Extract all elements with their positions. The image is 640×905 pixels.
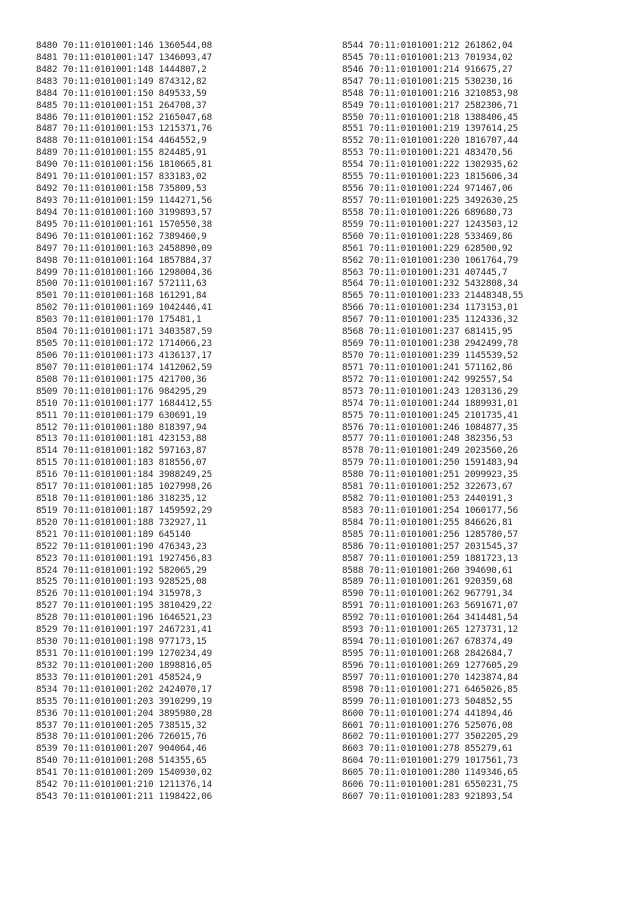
table-row: 8563 70:11:0101001:231 407445,7 — [342, 266, 508, 278]
table-row: 8553 70:11:0101001:221 483470,56 — [342, 147, 513, 159]
table-row: 8504 70:11:0101001:171 3403587,59 — [36, 326, 212, 338]
table-row: 8503 70:11:0101001:170 175481,1 — [36, 314, 202, 326]
table-row: 8544 70:11:0101001:212 261862,04 — [342, 40, 513, 51]
table-row: 8536 70:11:0101001:204 3895980,28 — [36, 707, 212, 719]
table-row: 8547 70:11:0101001:215 530230,16 — [342, 75, 513, 87]
table-row: 8556 70:11:0101001:224 971467,06 — [342, 183, 513, 195]
table-row: 8527 70:11:0101001:195 3810429,22 — [36, 600, 212, 612]
table-row: 8485 70:11:0101001:151 264708,37 — [36, 99, 207, 111]
table-row: 8569 70:11:0101001:238 2942499,78 — [342, 338, 518, 350]
table-row: 8557 70:11:0101001:225 3492630,25 — [342, 194, 518, 206]
table-row: 8530 70:11:0101001:198 977173,15 — [36, 636, 207, 648]
table-row: 8580 70:11:0101001:251 2099923,35 — [342, 469, 518, 481]
table-row: 8524 70:11:0101001:192 582065,29 — [36, 564, 207, 576]
table-row: 8594 70:11:0101001:267 678374,49 — [342, 636, 513, 648]
table-row: 8497 70:11:0101001:163 2458890,09 — [36, 242, 212, 254]
table-row: 8577 70:11:0101001:248 382356,53 — [342, 433, 513, 445]
table-row: 8595 70:11:0101001:268 2842684,7 — [342, 648, 513, 660]
table-row: 8565 70:11:0101001:233 21448348,55 — [342, 290, 524, 302]
table-row: 8515 70:11:0101001:183 818556,07 — [36, 457, 207, 469]
table-row: 8511 70:11:0101001:179 630691,19 — [36, 409, 207, 421]
table-row: 8549 70:11:0101001:217 2582306,71 — [342, 99, 518, 111]
table-row: 8486 70:11:0101001:152 2165047,68 — [36, 111, 212, 123]
table-row: 8567 70:11:0101001:235 1124336,32 — [342, 314, 518, 326]
table-row: 8487 70:11:0101001:153 1215371,76 — [36, 123, 212, 135]
table-row: 8491 70:11:0101001:157 833183,02 — [36, 171, 207, 183]
table-row: 8602 70:11:0101001:277 3502205,29 — [342, 731, 518, 743]
table-row: 8528 70:11:0101001:196 1646521,23 — [36, 612, 212, 624]
table-row: 8575 70:11:0101001:245 2101735,41 — [342, 409, 518, 421]
table-row: 8589 70:11:0101001:261 920359,68 — [342, 576, 513, 588]
table-row: 8604 70:11:0101001:279 1017561,73 — [342, 755, 518, 767]
table-row: 8532 70:11:0101001:200 1898816,05 — [36, 659, 212, 671]
table-row: 8566 70:11:0101001:234 1173153,01 — [342, 302, 518, 314]
table-row: 8562 70:11:0101001:230 1061764,79 — [342, 254, 518, 266]
table-row: 8509 70:11:0101001:176 984295,29 — [36, 385, 207, 397]
table-row: 8533 70:11:0101001:201 458524,9 — [36, 671, 202, 683]
table-row: 8579 70:11:0101001:250 1591483,94 — [342, 457, 518, 469]
table-row: 8505 70:11:0101001:172 1714066,23 — [36, 338, 212, 350]
table-row: 8548 70:11:0101001:216 3210853,98 — [342, 87, 518, 99]
table-row: 8560 70:11:0101001:228 533469,86 — [342, 230, 513, 242]
table-row: 8531 70:11:0101001:199 1270234,49 — [36, 648, 212, 660]
table-row: 8508 70:11:0101001:175 421700,36 — [36, 373, 207, 385]
table-row: 8480 70:11:0101001:146 1360544,08 — [36, 40, 212, 51]
table-row: 8583 70:11:0101001:254 1060177,56 — [342, 504, 518, 516]
table-row: 8526 70:11:0101001:194 315978,3 — [36, 588, 202, 600]
right-column — [342, 40, 523, 803]
table-row: 8586 70:11:0101001:257 2031545,37 — [342, 540, 518, 552]
table-row: 8510 70:11:0101001:177 1684412,55 — [36, 397, 212, 409]
table-row: 8512 70:11:0101001:180 818397,94 — [36, 421, 207, 433]
table-row: 8540 70:11:0101001:208 514355,65 — [36, 755, 207, 767]
table-row: 8483 70:11:0101001:149 874312,82 — [36, 75, 207, 87]
table-row: 8555 70:11:0101001:223 1815606,34 — [342, 171, 518, 183]
table-row: 8529 70:11:0101001:197 2467231,41 — [36, 624, 212, 636]
table-row: 8499 70:11:0101001:166 1298004,36 — [36, 266, 212, 278]
table-row: 8584 70:11:0101001:255 846626,81 — [342, 516, 513, 528]
table-row: 8521 70:11:0101001:189 645140 — [36, 528, 191, 540]
table-row: 8501 70:11:0101001:168 161291,84 — [36, 290, 207, 302]
table-row: 8489 70:11:0101001:155 824485,91 — [36, 147, 207, 159]
table-row: 8537 70:11:0101001:205 738515,32 — [36, 719, 207, 731]
table-row: 8516 70:11:0101001:184 3988249,25 — [36, 469, 212, 481]
table-row: 8585 70:11:0101001:256 1285780,57 — [342, 528, 518, 540]
table-row: 8601 70:11:0101001:276 525076,08 — [342, 719, 513, 731]
table-row: 8520 70:11:0101001:188 732927,11 — [36, 516, 207, 528]
table-row: 8514 70:11:0101001:182 597163,87 — [36, 445, 207, 457]
table-row: 8568 70:11:0101001:237 681415,95 — [342, 326, 513, 338]
table-row: 8561 70:11:0101001:229 628500,92 — [342, 242, 513, 254]
table-row: 8597 70:11:0101001:270 1423874,84 — [342, 671, 518, 683]
table-row: 8607 70:11:0101001:283 921893,54 — [342, 791, 513, 803]
table-row: 8517 70:11:0101001:185 1027998,26 — [36, 481, 212, 493]
table-row: 8574 70:11:0101001:244 1889931,01 — [342, 397, 518, 409]
table-row: 8523 70:11:0101001:191 1927456,83 — [36, 552, 212, 564]
table-row: 8590 70:11:0101001:262 967791,34 — [342, 588, 513, 600]
table-row: 8506 70:11:0101001:173 4136137,17 — [36, 349, 212, 361]
table-row: 8484 70:11:0101001:150 849533,59 — [36, 87, 207, 99]
table-row: 8513 70:11:0101001:181 423153,88 — [36, 433, 207, 445]
table-row: 8564 70:11:0101001:232 5432808,34 — [342, 278, 518, 290]
table-row: 8605 70:11:0101001:280 1149346,65 — [342, 767, 518, 779]
table-row: 8488 70:11:0101001:154 4464552,9 — [36, 135, 207, 147]
table-row: 8570 70:11:0101001:239 1145539,52 — [342, 349, 518, 361]
table-row: 8600 70:11:0101001:274 441894,46 — [342, 707, 513, 719]
table-row: 8493 70:11:0101001:159 1144271,56 — [36, 194, 212, 206]
table-row: 8550 70:11:0101001:218 1388406,45 — [342, 111, 518, 123]
table-row: 8572 70:11:0101001:242 992557,54 — [342, 373, 513, 385]
table-row: 8490 70:11:0101001:156 1810665,81 — [36, 159, 212, 171]
table-row: 8495 70:11:0101001:161 1570550,38 — [36, 218, 212, 230]
table-row: 8576 70:11:0101001:246 1084877,35 — [342, 421, 518, 433]
table-row: 8542 70:11:0101001:210 1211376,14 — [36, 779, 212, 791]
table-row: 8482 70:11:0101001:148 1444807,2 — [36, 63, 207, 75]
table-row: 8496 70:11:0101001:162 7389460,9 — [36, 230, 207, 242]
table-row: 8592 70:11:0101001:264 3414481,54 — [342, 612, 518, 624]
table-row: 8578 70:11:0101001:249 2023560,26 — [342, 445, 518, 457]
table-row: 8591 70:11:0101001:263 5691671,07 — [342, 600, 518, 612]
table-row: 8596 70:11:0101001:269 1277605,29 — [342, 659, 518, 671]
table-row: 8593 70:11:0101001:265 1273731,12 — [342, 624, 518, 636]
table-row: 8545 70:11:0101001:213 701934,02 — [342, 51, 513, 63]
table-row: 8559 70:11:0101001:227 1243503,12 — [342, 218, 518, 230]
table-row: 8543 70:11:0101001:211 1198422,06 — [36, 791, 212, 803]
table-row: 8500 70:11:0101001:167 572111,63 — [36, 278, 207, 290]
table-row: 8606 70:11:0101001:281 6550231,75 — [342, 779, 518, 791]
table-row: 8554 70:11:0101001:222 1302935,62 — [342, 159, 518, 171]
table-row: 8498 70:11:0101001:164 1857884,37 — [36, 254, 212, 266]
table-row: 8587 70:11:0101001:259 1881723,13 — [342, 552, 518, 564]
table-row: 8538 70:11:0101001:206 726015,76 — [36, 731, 207, 743]
table-row: 8598 70:11:0101001:271 6465026,85 — [342, 683, 518, 695]
table-row: 8573 70:11:0101001:243 1203136,29 — [342, 385, 518, 397]
table-row: 8535 70:11:0101001:203 3910299,19 — [36, 695, 212, 707]
table-row: 8546 70:11:0101001:214 916675,27 — [342, 63, 513, 75]
table-row: 8558 70:11:0101001:226 689680,73 — [342, 206, 513, 218]
table-row: 8551 70:11:0101001:219 1397614,25 — [342, 123, 518, 135]
table-row: 8525 70:11:0101001:193 928525,08 — [36, 576, 207, 588]
table-row: 8571 70:11:0101001:241 571162,86 — [342, 361, 513, 373]
table-row: 8552 70:11:0101001:220 1816707,44 — [342, 135, 518, 147]
table-row: 8492 70:11:0101001:158 735809,53 — [36, 183, 207, 195]
table-row: 8522 70:11:0101001:190 476343,23 — [36, 540, 207, 552]
table-row: 8507 70:11:0101001:174 1412062,59 — [36, 361, 212, 373]
table-row: 8539 70:11:0101001:207 904064,46 — [36, 743, 207, 755]
table-row: 8502 70:11:0101001:169 1042446,41 — [36, 302, 212, 314]
table-row: 8494 70:11:0101001:160 3199893,57 — [36, 206, 212, 218]
left-column — [36, 40, 212, 803]
table-row: 8582 70:11:0101001:253 2440191,3 — [342, 493, 513, 505]
table-row: 8519 70:11:0101001:187 1459592,29 — [36, 504, 212, 516]
table-row: 8481 70:11:0101001:147 1346093,47 — [36, 51, 212, 63]
table-row: 8603 70:11:0101001:278 855279,61 — [342, 743, 513, 755]
table-row: 8541 70:11:0101001:209 1540930,02 — [36, 767, 212, 779]
table-row: 8588 70:11:0101001:260 394690,61 — [342, 564, 513, 576]
table-row: 8534 70:11:0101001:202 2424070,17 — [36, 683, 212, 695]
table-row: 8581 70:11:0101001:252 322673,67 — [342, 481, 513, 493]
table-row: 8518 70:11:0101001:186 318235,12 — [36, 493, 207, 505]
table-row: 8599 70:11:0101001:273 504852,55 — [342, 695, 513, 707]
